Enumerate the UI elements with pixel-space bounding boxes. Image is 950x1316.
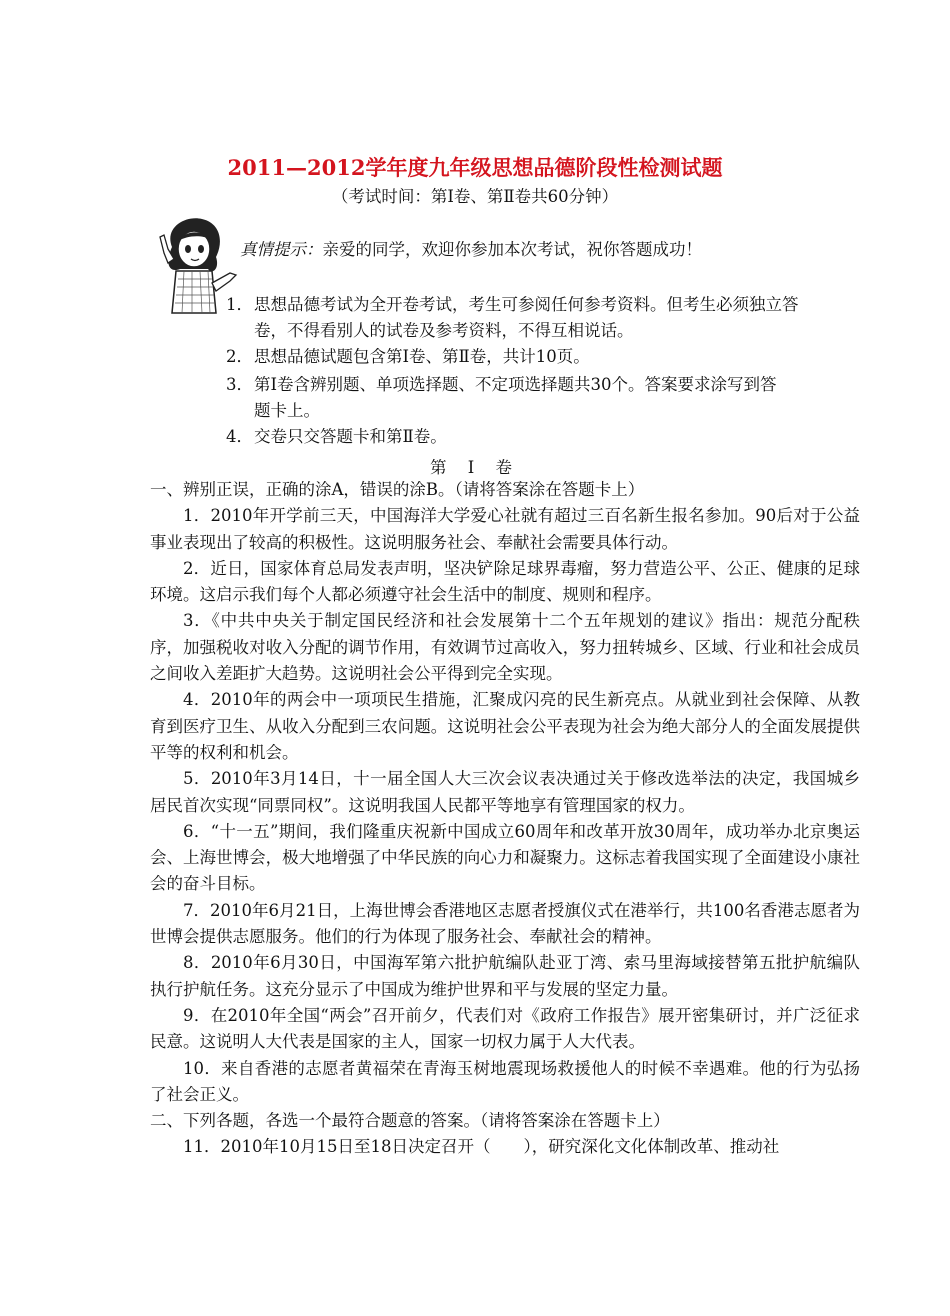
question-item: 3．《中共中央关于制定国民经济和社会发展第十二个五年规划的建议》指出：规范分配秩序，加强税收对收入分配的调节作用，有效调节过高收入，努力扭转城乡、区域、行业和社会成员之间收入差距扩大趋势。这说明社会公平得到完全实现。 bbox=[150, 611, 860, 684]
note-line: 题卡上。 bbox=[254, 401, 320, 420]
section-heading: 二、下列各题，各选一个最符合题意的答案。（请将答案涂在答题卡上） bbox=[150, 1111, 670, 1131]
question-item: 5．2010年3月14日，十一届全国人大三次会议表决通过关于修改选举法的决定，我国城乡居民首次实现“同票同权”。这说明我国人民都平等地享有管理国家的权力。 bbox=[150, 769, 860, 815]
note-line: 思想品德试题包含第Ⅰ卷、第Ⅱ卷，共计10页。 bbox=[254, 347, 590, 366]
exam-subtitle: （考试时间：第Ⅰ卷、第Ⅱ卷共60分钟） bbox=[331, 187, 619, 206]
question-item: 8．2010年6月30日，中国海军第六批护航编队赴亚丁湾、索马里海域接替第五批护航编队执行护航任务。这充分显示了中国成为维护世界和平与发展的坚定力量。 bbox=[150, 953, 860, 999]
note-number: 2． bbox=[226, 347, 253, 366]
hint-text: 亲爱的同学，欢迎你参加本次考试，祝你答题成功！ bbox=[322, 240, 702, 259]
note-line: 第Ⅰ卷含辨别题、单项选择题、不定项选择题共30个。答案要求涂写到答 bbox=[254, 375, 777, 394]
hint-lead: 真情提示： bbox=[240, 240, 323, 259]
note-line: 卷，不得看别人的试卷及参考资料，不得互相说话。 bbox=[254, 321, 634, 340]
question-item: 2．近日，国家体育总局发表声明，坚决铲除足球界毒瘤，努力营造公平、公正、健康的足球环境。这启示我们每个人都必须遵守社会生活中的制度、规则和程序。 bbox=[150, 558, 860, 605]
question-item: 9．在2010年全国“两会”召开前夕，代表们对《政府工作报告》展开密集研讨，并广泛征求民意。这说明人大代表是国家的主人，国家一切权力属于人大代表。 bbox=[150, 1005, 860, 1052]
note-line: 思想品德考试为全开卷考试，考生可参阅任何参考资料。但考生必须独立答 bbox=[254, 295, 799, 314]
exam-body bbox=[150, 477, 860, 1161]
question-item: 10．来自香港的志愿者黄福荣在青海玉树地震现场救援他人的时候不幸遇难。他的行为弘扬了社会正义。 bbox=[150, 1058, 860, 1104]
exam-title: 2011—2012学年度九年级思想品德阶段性检测试题 bbox=[227, 155, 723, 180]
question-item: 4．2010年的两会中一项项民生措施，汇聚成闪亮的民生新亮点。从就业到社会保障、从教育到医疗卫生、从收入分配到三农问题。这说明社会公平表现为社会为绝大部分人的全面发展提供平等的权利和机会。 bbox=[150, 690, 860, 762]
question-item: 7．2010年6月21日，上海世博会香港地区志愿者授旗仪式在港举行，共100名香港志愿者为世博会提供志愿服务。他们的行为体现了服务社会、奉献社会的精神。 bbox=[150, 900, 860, 947]
hint-line bbox=[240, 236, 702, 260]
note-line: 交卷只交答题卡和第Ⅱ卷。 bbox=[254, 427, 447, 446]
volume-heading: 第 Ⅰ 卷 bbox=[429, 458, 520, 477]
question-item: 1．2010年开学前三天，中国海洋大学爱心社就有超过三百名新生报名参加。90后对于公益事业表现出了较高的积极性。这说明服务社会、奉献社会需要具体行动。 bbox=[150, 506, 860, 552]
question-item: 11．2010年10月15日至18日决定召开（ ），研究深化文化体制改革、推动社 bbox=[183, 1137, 780, 1157]
note-number: 3． bbox=[226, 375, 253, 394]
note-number: 1． bbox=[226, 295, 253, 314]
question-item: 6．“十一五”期间，我们隆重庆祝新中国成立60周年和改革开放30周年，成功举办北京奥运会、上海世博会，极大地增强了中华民族的向心力和凝聚力。这标志着我国实现了全面建设小康社会的奋斗目标。 bbox=[150, 821, 860, 894]
note-number: 4． bbox=[226, 427, 253, 446]
section-heading: 一、辨别正误，正确的涂A，错误的涂B。（请将答案涂在答题卡上） bbox=[150, 480, 645, 499]
